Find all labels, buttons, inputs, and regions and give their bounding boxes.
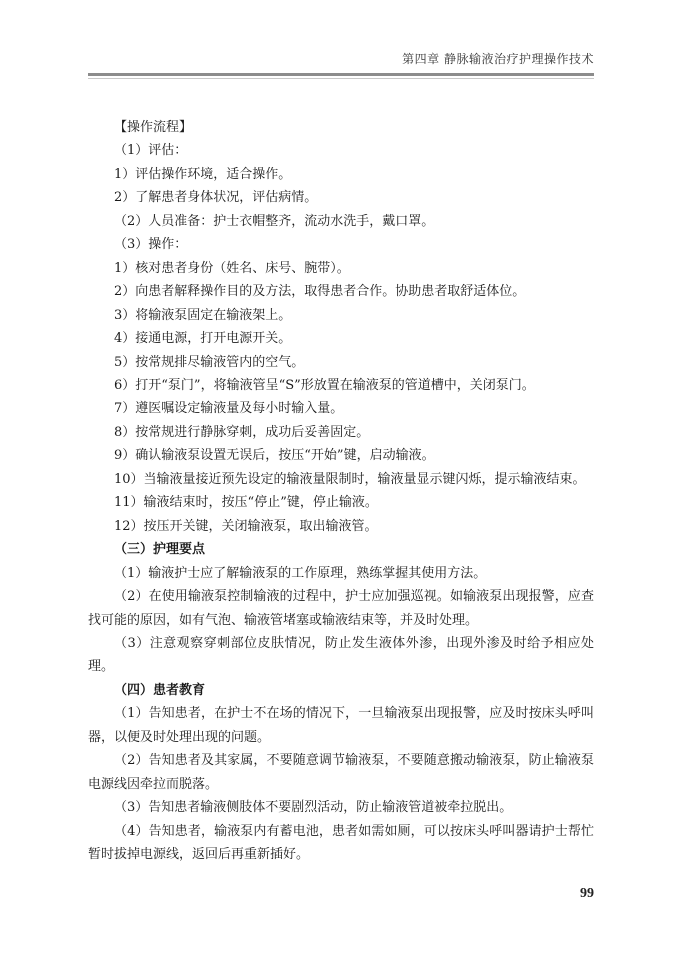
paragraph: （2）人员准备：护士衣帽整齐，流动水洗手，戴口罩。 — [114, 213, 435, 229]
paragraph: （2）在使用输液泵控制输液的过程中，护士应加强巡视。如输液泵出现报警，应查找可能的原因，如有气泡、输液管堵塞或输液结束等，并及时处理。 — [88, 589, 594, 628]
section-heading-nursing-points: （三）护理要点 — [114, 542, 206, 558]
paragraph: 10）当输液量接近预先设定的输液量限制时，输液量显示键闪烁，提示输液结束。 — [114, 471, 586, 487]
paragraph: （3）告知患者输液侧肢体不要剧烈活动，防止输液管道被牵拉脱出。 — [114, 800, 513, 816]
paragraph: 11）输液结束时，按压“停止”键，停止输液。 — [114, 495, 378, 511]
paragraph: 1）评估操作环境，适合操作。 — [114, 166, 292, 182]
paragraph: 6）打开“泵门”，将输液管呈“S”形放置在输液泵的管道槽中，关闭泵门。 — [114, 377, 535, 393]
paragraph: （1）输液护士应了解输液泵的工作原理，熟练掌握其使用方法。 — [114, 565, 487, 581]
paragraph: （4）告知患者，输液泵内有蓄电池，患者如需如厕，可以按床头呼叫器请护士帮忙暂时拔掉电源线，返回后再重新插好。 — [88, 823, 594, 863]
header-rule-thin — [88, 78, 594, 79]
paragraph: 1）核对患者身份（姓名、床号、腕带）。 — [114, 260, 350, 276]
section-title-operation-flow: 【操作流程】 — [114, 120, 193, 135]
page-number: 99 — [580, 886, 594, 901]
page-header — [88, 40, 594, 74]
section-heading-patient-education: （四）患者教育 — [114, 682, 206, 698]
paragraph: 12）按压开关键，关闭输液泵，取出输液管。 — [114, 518, 378, 534]
paragraph: （2）告知患者及其家属，不要随意调节输液泵，不要随意搬动输液泵，防止输液泵电源线因牵拉而脱落。 — [88, 753, 594, 792]
paragraph: 2）了解患者身体状况，评估病情。 — [114, 190, 318, 206]
paragraph: 8）按常规进行静脉穿刺，成功后妥善固定。 — [114, 424, 370, 440]
paragraph: 2）向患者解释操作目的及方法，取得患者合作。协助患者取舒适体位。 — [114, 284, 526, 300]
paragraph: （1）评估： — [114, 143, 188, 159]
paragraph: （3）注意观察穿刺部位皮肤情况，防止发生液体外渗，出现外渗及时给予相应处理。 — [88, 635, 594, 675]
running-title: 第四章 静脉输液治疗护理操作技术 — [402, 52, 594, 66]
paragraph: （1）告知患者，在护士不在场的情况下，一旦输液泵出现报警，应及时按床头呼叫器，以便及时处理出现的问题。 — [88, 706, 594, 745]
paragraph: （3）操作： — [114, 237, 188, 253]
paragraph: 7）遵医嘱设定输液量及每小时输入量。 — [114, 401, 344, 417]
paragraph: 3）将输液泵固定在输液架上。 — [114, 307, 292, 323]
paragraph: 4）接通电源，打开电源开关。 — [114, 331, 292, 347]
page-body — [88, 116, 594, 867]
paragraph: 9）确认输液泵设置无误后，按压“开始”键，启动输液。 — [114, 448, 435, 464]
header-rule — [88, 73, 594, 76]
paragraph: 5）按常规排尽输液管内的空气。 — [114, 354, 305, 370]
